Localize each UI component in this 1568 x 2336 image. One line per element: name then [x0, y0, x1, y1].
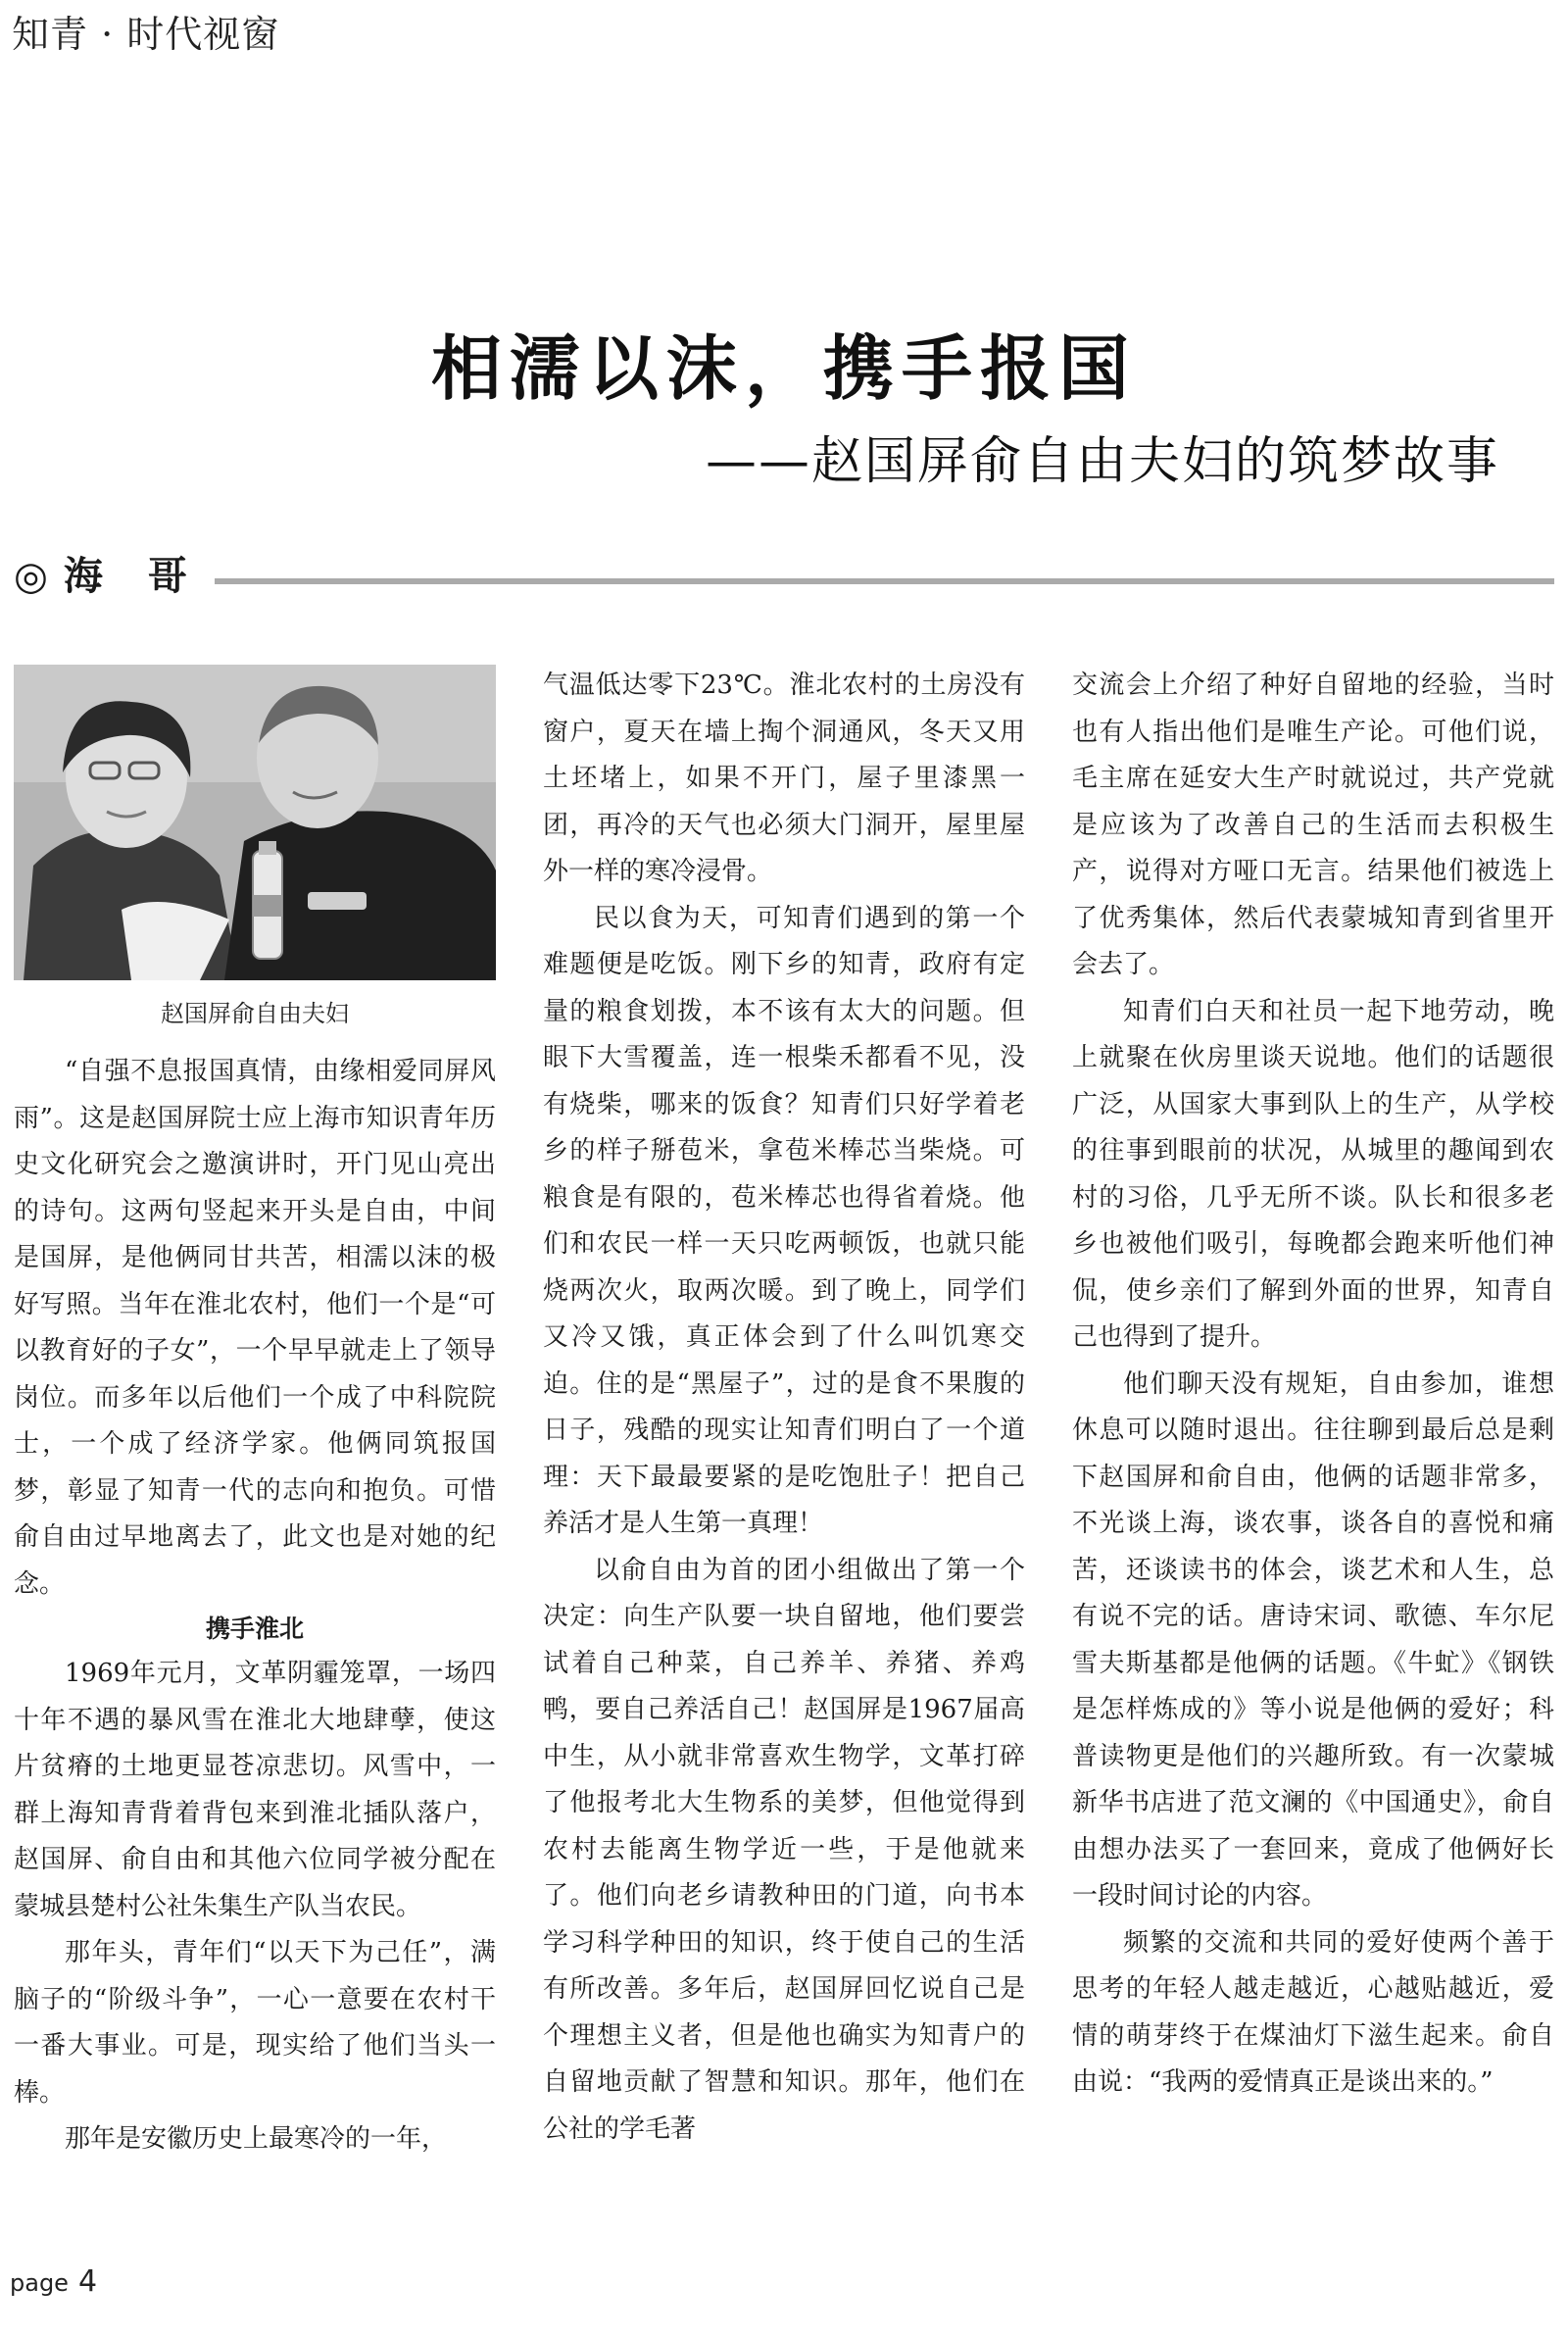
- couple-photo: [14, 665, 496, 980]
- text-column-2: [543, 663, 1025, 2153]
- page-label: page: [10, 2269, 69, 2297]
- paragraph: 以俞自由为首的团小组做出了第一个决定：向生产队要一块自留地，他们要尝试着自己种菜，自己养羊、养猪、养鸡鸭，要自己养活自己！赵国屏是1967届高中生，从小就非常喜欢生物学，文革打碎了他报考北大生物系的美梦，但他觉得到农村去能离生物学近一些，于是他就来了。他们向老乡请教种田的门道，向书本学习科学种田的知识，终于使自己的生活有所改善。多年后，赵国屏回忆说自己是个理想主义者，但是他也确实为知青户的自留地贡献了智慧和知识。那年，他们在公社的学毛著: [543, 1555, 1025, 2144]
- paragraph: 那年是安徽历史上最寒冷的一年，: [65, 2124, 448, 2154]
- byline-rule: [196, 578, 1554, 584]
- paragraph: 知青们白天和社员一起下地劳动，晚上就聚在伙房里谈天说地。他们的话题很广泛，从国家大事到队上的生产，从学校的往事到眼前的状况，从城里的趣闻到农村的习俗，几乎无所不谈。队长和很多老乡也被他们吸引，每晚都会跑来听他们神侃，使乡亲们了解到外面的世界，知青自己也得到了提升。: [1072, 996, 1554, 1352]
- paragraph: 他们聊天没有规矩，自由参加，谁想休息可以随时退出。往往聊到最后总是剩下赵国屏和俞自由，他俩的话题非常多，不光谈上海，谈农事，谈各自的喜悦和痛苦，还谈读书的体会，谈艺术和人生，总有说不完的话。唐诗宋词、歌德、车尔尼雪夫斯基都是他俩的话题。《牛虻》《钢铁是怎样炼成的》等小说是他俩的爱好；科普读物更是他们的兴趣所致。有一次蒙城新华书店进了范文澜的《中国通史》，俞自由想办法买了一套回来，竟成了他俩好长一段时间讨论的内容。: [1072, 1368, 1554, 1911]
- paragraph: 那年头，青年们“以天下为己任”，满脑子的“阶级斗争”，一心一意要在农村干一番大事业。可是，现实给了他们当头一棒。: [14, 1938, 496, 2108]
- section-header: 知青 · 时代视窗: [12, 13, 280, 56]
- paragraph: “自强不息报国真情，由缘相爱同屏风雨”。这是赵国屏院士应上海市知识青年历史文化研究会之邀演讲时，开门见山亮出的诗句。这两句竖起来开头是自由，中间是国屏，是他俩同甘共苦，相濡以沫的极好写照。当年在淮北农村，他们一个是“可以教育好的子女”，一个早早就走上了领导岗位。而多年以后他们一个成了中科院院士，一个成了经济学家。他俩同筑报国梦，彰显了知青一代的志向和抱负。可惜俞自由过早地离去了，此文也是对她的纪念。: [14, 1057, 496, 1599]
- paragraph: 交流会上介绍了种好自留地的经验，当时也有人指出他们是唯生产论。可他们说，毛主席在延安大生产时就说过，共产党就是应该为了改善自己的生活而去积极生产，说得对方哑口无言。结果他们被选上了优秀集体，然后代表蒙城知青到省里开会去了。: [1072, 671, 1554, 979]
- article-subtitle: ——赵国屏俞自由夫妇的筑梦故事: [705, 432, 1499, 491]
- section-heading: 携手淮北: [205, 1615, 304, 1643]
- paragraph: 1969年元月，文革阴霾笼罩，一场四十年不遇的暴风雪在淮北大地肆孽，使这片贫瘠的土地更显苍凉悲切。风雪中，一群上海知青背着背包来到淮北插队落户，赵国屏、俞自由和其他六位同学被分配在蒙城县楚村公社朱集生产队当农民。: [14, 1659, 496, 1921]
- paragraph: 气温低达零下23℃。淮北农村的土房没有窗户，夏天在墙上掏个洞通风，冬天又用土坯堵上，如果不开门，屋子里漆黑一团，再冷的天气也必须大门洞开，屋里屋外一样的寒冷浸骨。: [543, 671, 1025, 886]
- text-column-1: [14, 1049, 496, 2163]
- paragraph: 频繁的交流和共同的爱好使两个善于思考的年轻人越走越近，心越贴越近，爱情的萌芽终于在煤油灯下滋生起来。俞自由说：“我两的爱情真正是谈出来的。”: [1072, 1927, 1554, 2097]
- author-byline: ◎海 哥: [14, 545, 215, 601]
- page-number: 4: [77, 2264, 98, 2299]
- paragraph: 民以食为天，可知青们遇到的第一个难题便是吃饭。刚下乡的知青，政府有定量的粮食划拨，本不该有太大的问题。但眼下大雪覆盖，连一根柴禾都看不见，没有烧柴，哪来的饭食？知青们只好学着老乡的样子掰苞米，拿苞米棒芯当柴烧。可粮食是有限的，苞米棒芯也得省着烧。他们和农民一样一天只吃两顿饭，也就只能烧两次火，取两次暖。到了晚上，同学们又冷又饿，真正体会到了什么叫饥寒交迫。住的是“黑屋子”，过的是食不果腹的日子，残酷的现实让知青们明白了一个道理：天下最最要紧的是吃饱肚子！把自己养活才是人生第一真理！: [543, 903, 1025, 1538]
- photo-caption: 赵国屏俞自由夫妇: [161, 1000, 349, 1027]
- text-column-3: [1072, 663, 1554, 2107]
- article-title: 相濡以沫，携手报国: [430, 327, 1137, 410]
- page-footer: [10, 2264, 97, 2299]
